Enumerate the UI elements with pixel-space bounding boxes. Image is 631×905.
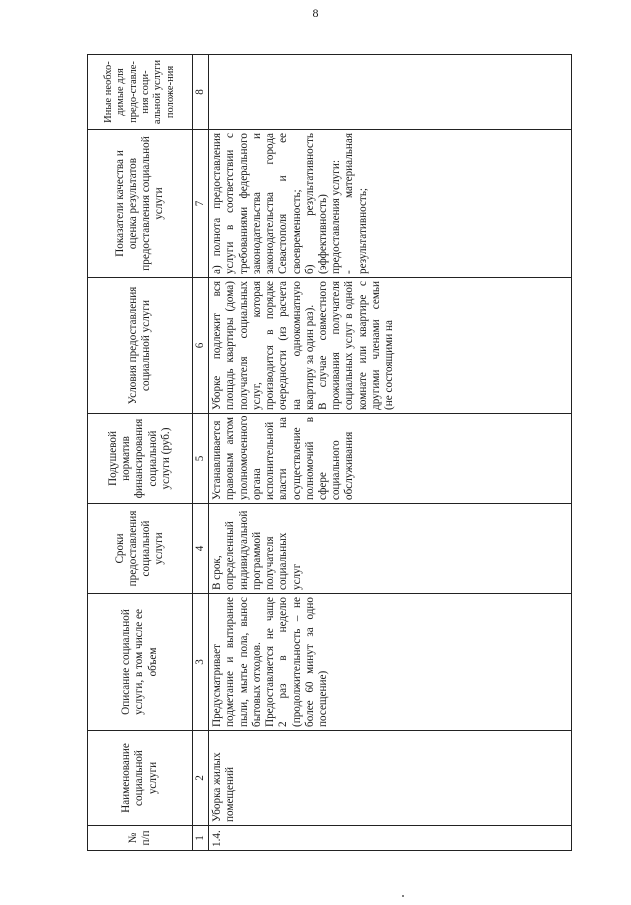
column-number: 6 [193, 278, 209, 414]
service-quality-indicators: а) полнота предоставления услуги в соответствии с требованиями федерального законодательства и законодательства города Севастополя и ее своевременность; б) результативность (эффективность) предоставления услуги: - материальная результативность; [209, 130, 572, 278]
column-number: 5 [193, 414, 209, 504]
service-funding-norm: Устанавливается правовым актом уполномоченного органа исполнительной власти на осуществление полномочий в сфере социального обслуживания [209, 414, 572, 504]
row-number: 1.4. [209, 826, 572, 851]
table-header-row [88, 55, 193, 851]
column-number-row [193, 55, 209, 851]
service-terms: В срок, определенный индивидуальной программой получателя социальных услуг [209, 504, 572, 594]
header-quality-indicators: Показатели качества и оценка результатов предоставления социальной услуги [88, 130, 193, 278]
header-conditions: Условия предоставления социальной услуги [88, 278, 193, 414]
header-other-provisions: Иные необхо-димые для предо-ставле-ния соци-альной услуги положе-ния [88, 55, 193, 130]
service-description: Предусматривает подметание и вытирание пыли, мытье пола, вынос бытовых отходов. Предоставляется не чаще 2 раз в неделю (продолжительность – не более 60 минут за одно посещение) [209, 594, 572, 731]
header-service-name: Наименование социальной услуги [88, 731, 193, 826]
table-row [209, 55, 572, 851]
service-conditions: Уборке подлежит вся площадь квартиры (дома) получателя социальных услуг, которая производится в порядке очередности (из расчета на однокомнатную квартиру за один раз). В случае совместного проживания получателя социальных услуг в одной комнате или квартире с другими членами семьи (не состоящими на [209, 278, 572, 414]
scan-speck [402, 895, 404, 897]
column-number: 8 [193, 55, 209, 130]
page-number: 8 [312, 6, 319, 20]
column-number: 3 [193, 594, 209, 731]
column-number: 2 [193, 731, 209, 826]
column-number: 4 [193, 504, 209, 594]
service-other-provisions [209, 55, 572, 130]
rotated-table-container [87, 55, 572, 851]
header-number: № п/п [88, 826, 193, 851]
header-funding-norm: Подушевой норматив финансирования социальной услуги (руб.) [88, 414, 193, 504]
column-number: 1 [193, 826, 209, 851]
header-terms: Сроки предоставления социальной услуги [88, 504, 193, 594]
social-services-table [87, 54, 572, 851]
service-name: Уборка жилых помещений [209, 731, 572, 826]
header-description: Описание социальной услуги, в том числе ее объем [88, 594, 193, 731]
column-number: 7 [193, 130, 209, 278]
